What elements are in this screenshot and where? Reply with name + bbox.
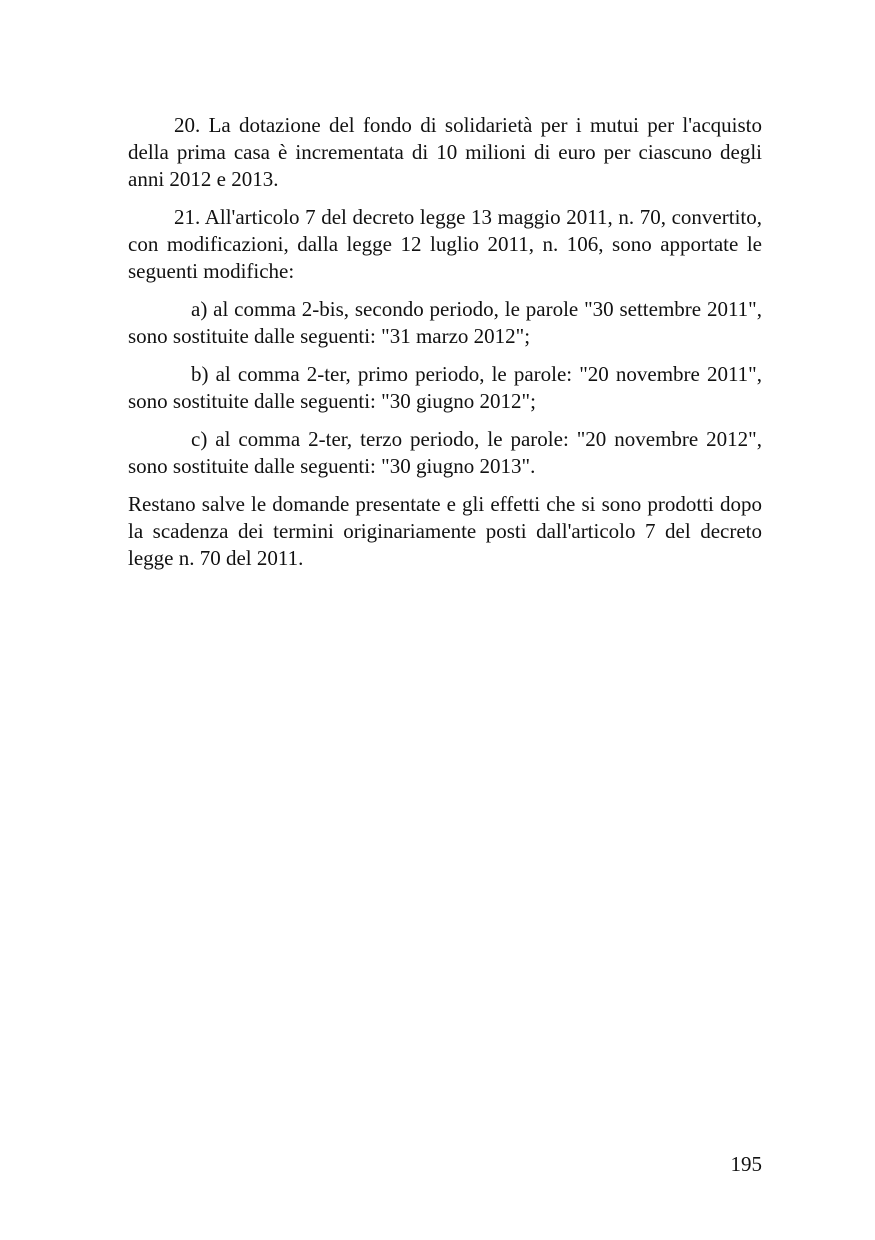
subparagraph-a: a) al comma 2-bis, secondo periodo, le parole "30 settembre 2011", sono sostituite dalle seguenti: "31 marzo 2012"; [128,297,762,348]
subparagraph-b: b) al comma 2-ter, primo periodo, le parole: "20 novembre 2011", sono sostituite dalle seguenti: "30 giugno 2012"; [128,362,762,413]
paragraph-20: 20. La dotazione del fondo di solidarietà per i mutui per l'acquisto della prima casa è incrementata di 10 milioni di euro per ciascuno degli anni 2012 e 2013. [128,113,762,191]
page-number: 195 [730,1152,762,1176]
paragraph-21: 21. All'articolo 7 del decreto legge 13 maggio 2011, n. 70, convertito, con modificazioni, dalla legge 12 luglio 2011, n. 106, sono apportate le seguenti modifiche: [128,205,762,283]
document-page [128,112,762,583]
subparagraph-c: c) al comma 2-ter, terzo periodo, le parole: "20 novembre 2012", sono sostituite dalle seguenti: "30 giugno 2013". [128,427,762,478]
closing-paragraph: Restano salve le domande presentate e gli effetti che si sono prodotti dopo la scadenza dei termini originariamente posti dall'articolo 7 del decreto legge n. 70 del 2011. [128,492,762,570]
